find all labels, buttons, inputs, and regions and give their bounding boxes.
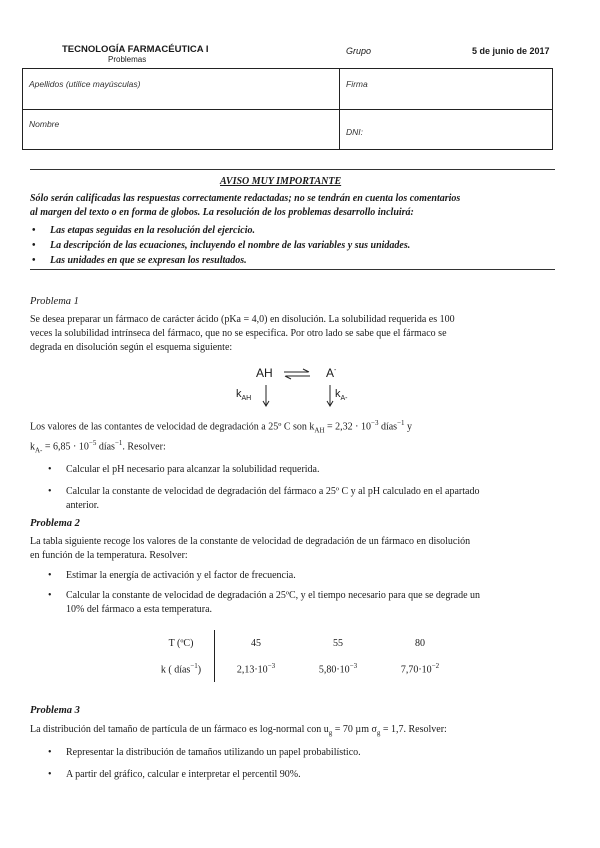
problem-1-bullet-2: • Calcular la constante de velocidad de degradación del fármaco a 25º C y al pH calculado en el apartado bbox=[48, 486, 480, 497]
table-row-temperature bbox=[148, 630, 461, 656]
degradation-arrow-ah bbox=[261, 383, 271, 409]
problem-2-text-2: en función de la temperatura. Resolver: bbox=[30, 550, 188, 561]
notice-title: AVISO MUY IMPORTANTE bbox=[220, 176, 342, 187]
temperature-cell: 45 bbox=[251, 637, 261, 649]
problem-1-text-3: degrada en disolución según el esquema siguiente: bbox=[30, 342, 233, 353]
problem-2-title: Problema 2 bbox=[30, 518, 80, 529]
name-field[interactable]: Nombre bbox=[29, 119, 60, 129]
rate-constant-cell: $5,80\cdot 10^{-3}$ bbox=[318, 662, 358, 676]
problem-3-text: La distribución del tamaño de partícula de un fármaco es log-normal con $u_g = 70$ µm $\sigma_g = 1,7$. Resolver: bbox=[30, 724, 447, 737]
group-label: Grupo bbox=[346, 46, 372, 56]
surname-field[interactable]: Apellidos (utilice mayúsculas) bbox=[29, 79, 141, 89]
notice-line-2: al margen del texto o en forma de globos. La resolución de los problemas desarrollo incluirá: bbox=[30, 207, 414, 218]
exam-date: 5 de junio de 2017 bbox=[472, 46, 550, 56]
problem-2-bullet-1: • Estimar la energía de activación y el factor de frecuencia. bbox=[48, 570, 296, 581]
notice-line-1: Sólo serán calificadas las respuestas correctamente redactadas; no se tendrán en cuenta los comentarios bbox=[30, 193, 461, 204]
problem-1-rates-line-1: Los valores de las contantes de velocidad de degradación a 25º C son $k_{AH} = 2,32 \cdot 10^{-3}$ días$^{-1}$ y bbox=[30, 419, 413, 435]
rate-constant-cell: $7,70\cdot 10^{-2}$ bbox=[400, 662, 440, 676]
problem-1-title: Problema 1 bbox=[30, 296, 79, 307]
notice-top-rule bbox=[30, 169, 555, 170]
signature-field[interactable]: Firma bbox=[346, 79, 368, 89]
id-box-divider-h bbox=[23, 109, 552, 110]
table-row-rate-constant bbox=[148, 656, 461, 682]
problem-1-bullet-1: • Calcular el pH necesario para alcanzar la solubilidad requerida. bbox=[48, 464, 320, 475]
notice-bottom-rule bbox=[30, 269, 555, 270]
problem-1-text-2: veces la solubilidad intrínseca del fármaco, que no se especifica. Por otro lado se sabe que el fármaco se bbox=[30, 328, 447, 339]
rate-constant-header: k ( días$^{-1}$) bbox=[148, 656, 215, 682]
temperature-header: T (ºC) bbox=[148, 630, 215, 656]
problem-2-text-1: La tabla siguiente recoge los valores de la constante de velocidad de degradación de un fármaco en disolución bbox=[30, 536, 471, 547]
problem-1-rates-line-2: $k_{A-} = 6,85 \cdot 10^{-5}$ días$^{-1}$. Resolver: bbox=[30, 439, 166, 455]
problem-3-title: Problema 3 bbox=[30, 705, 80, 716]
equilibrium-arrows bbox=[282, 367, 312, 381]
rate-constant-table bbox=[148, 630, 461, 682]
course-subtitle: Problemas bbox=[108, 55, 147, 64]
notice-bullet-2: • La descripción de las ecuaciones, incluyendo el nombre de las variables y sus unidades. bbox=[32, 240, 411, 251]
temperature-cell: 80 bbox=[415, 637, 425, 649]
notice-bullet-3: • Las unidades en que se expresan los resultados. bbox=[32, 255, 247, 266]
problem-1-bullet-2-cont: anterior. bbox=[66, 500, 100, 511]
problem-2-bullet-2-cont: 10% del fármaco a esta temperatura. bbox=[66, 604, 213, 615]
species-a-minus: A- bbox=[326, 366, 337, 380]
degradation-arrow-a bbox=[325, 383, 335, 409]
temperature-cell: 55 bbox=[333, 637, 343, 649]
dni-field[interactable]: DNI: bbox=[346, 127, 363, 137]
k-a-label: $k_{A-}$ bbox=[335, 388, 348, 403]
problem-3-bullet-2: • A partir del gráfico, calcular e interpretar el percentil 90%. bbox=[48, 769, 301, 780]
species-ah: AH bbox=[256, 366, 273, 380]
problem-2-bullet-2: • Calcular la constante de velocidad de degradación a 25ºC, y el tiempo necesario para que se degrade un bbox=[48, 590, 481, 601]
notice-bullet-1: • Las etapas seguidas en la resolución del ejercicio. bbox=[32, 225, 255, 236]
problem-1-text-1: Se desea preparar un fármaco de carácter ácido (pKa = 4,0) en disolución. La solubilidad requerida es 100 bbox=[30, 314, 455, 325]
k-ah-label: $k_{AH}$ bbox=[236, 388, 252, 403]
problem-3-bullet-1: • Representar la distribución de tamaños utilizando un papel probabilístico. bbox=[48, 747, 361, 758]
student-id-box bbox=[22, 68, 553, 150]
id-box-divider-v bbox=[339, 69, 340, 149]
course-title: TECNOLOGÍA FARMACÉUTICA I bbox=[62, 44, 209, 55]
rate-constant-cell: $2,13\cdot 10^{-3}$ bbox=[236, 662, 276, 676]
